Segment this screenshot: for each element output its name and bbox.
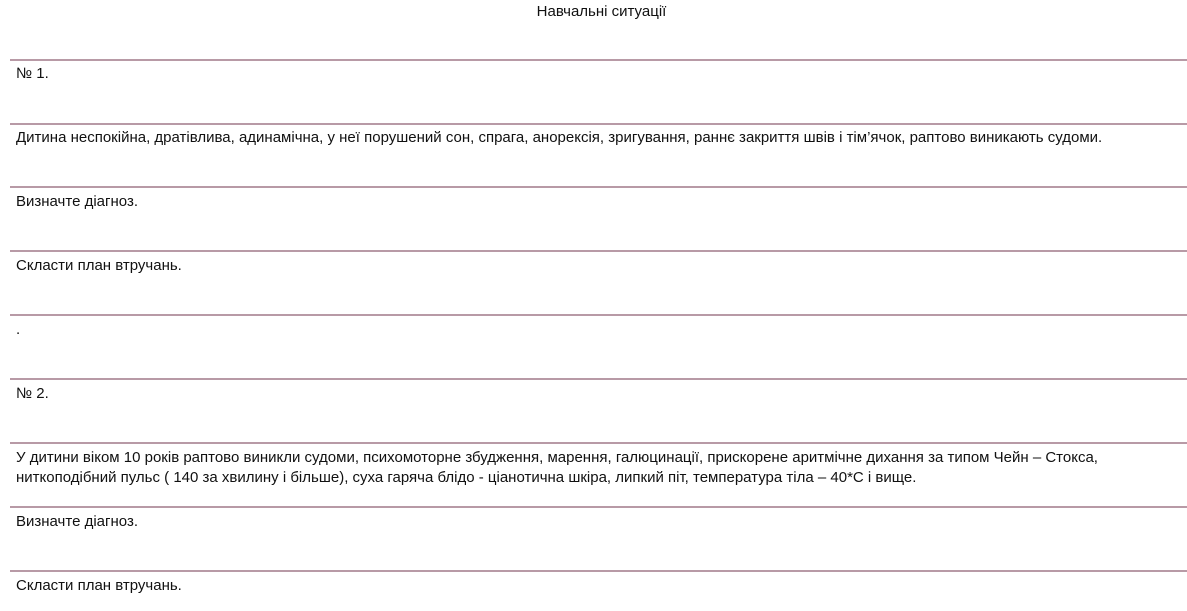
- case-2-description: У дитини віком 10 років раптово виникли судоми, психомоторне збудження, марення, галюцинації, прискорене аритмічне дихання за типом Чейн – Стокса, ниткоподібний пульс ( 140 за хвилину і більше), суха гаряча блідо - ціанотична шкіра, липкий піт, температура тіла – 40*С і вище.: [16, 449, 1098, 486]
- row-divider: [10, 186, 1187, 188]
- document-title: Навчальні ситуації: [536, 3, 667, 20]
- case-2-diagnosis-prompt: Визначте діагноз.: [16, 513, 138, 530]
- case-2-plan-prompt: Скласти план втручань.: [16, 577, 182, 594]
- case-number-1: № 1.: [16, 65, 49, 82]
- row-divider: [10, 123, 1187, 125]
- case-1-description: Дитина неспокійна, дратівлива, адинамічна, у неї порушений сон, спрага, анорексія, зригування, раннє закриття швів і тім’ячок, раптово виникають судоми.: [16, 129, 1103, 146]
- row-divider: [10, 506, 1187, 508]
- row-divider: [10, 442, 1187, 444]
- row-divider: [10, 378, 1187, 380]
- row-divider: [10, 59, 1187, 61]
- empty-row-dot: .: [16, 321, 21, 338]
- case-number-2: № 2.: [16, 385, 49, 402]
- row-divider: [10, 314, 1187, 316]
- case-1-plan-prompt: Скласти план втручань.: [16, 257, 182, 274]
- row-divider: [10, 570, 1187, 572]
- row-divider: [10, 250, 1187, 252]
- case-1-diagnosis-prompt: Визначте діагноз.: [16, 193, 138, 210]
